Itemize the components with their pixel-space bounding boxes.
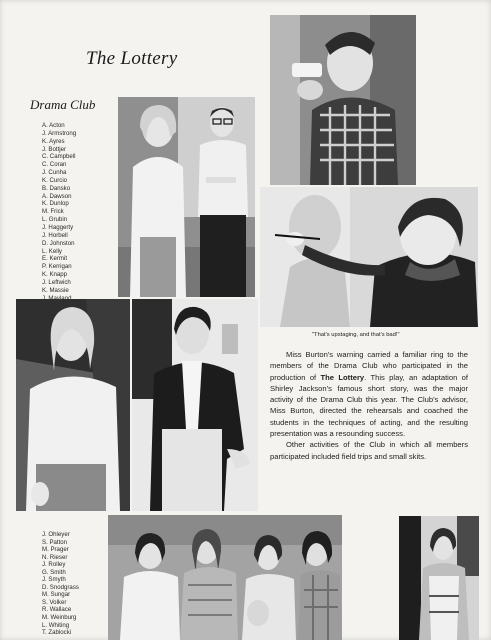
list-item: C. Campbell (42, 153, 76, 161)
photo-club-group (108, 515, 342, 640)
list-item: K. Ayres (42, 137, 65, 145)
list-item: J. Horbell (42, 231, 68, 239)
list-item: M. Weinburg (42, 614, 77, 622)
list-item: T. Zablocki (42, 629, 72, 637)
list-item: E. Kermit (42, 255, 68, 263)
page-title: The Lottery (86, 48, 178, 69)
list-item: G. Smith (42, 568, 66, 576)
photo-boy-plaid-shirt (270, 15, 416, 185)
list-item: J. Leftwich (42, 278, 71, 286)
photo-girl-doorway (399, 516, 479, 640)
list-item: M. Sungar (42, 591, 71, 599)
list-item: M. Frick (42, 208, 64, 216)
list-item: S. Patton (42, 538, 68, 546)
list-item: S. Volker (42, 598, 67, 606)
photo-caption: "That's upstaging, and that's bad!" (312, 332, 400, 338)
list-item: D. Johnston (42, 239, 75, 247)
article-text-span: . This play, an adaptation of Shirley Jackson's famous short story, was the major activity of the Drama Club this year. The Club's advisor, Miss Burton, directed the rehearsals and coached the students in the techniques of acting, and the resulting presentation was a resounding success. (270, 372, 469, 439)
list-item: A. Dawson (42, 192, 72, 200)
list-item: J. Cunha (42, 169, 67, 177)
list-item: J. Ohleyer (42, 531, 70, 538)
list-item: C. Coran (42, 161, 67, 169)
list-item: J. Smyth (42, 576, 66, 584)
photo-girl-white-blouse (16, 299, 130, 511)
club-heading: Drama Club (30, 97, 96, 112)
article-paragraph (270, 349, 468, 439)
list-item: L. Grubin (42, 216, 68, 224)
member-list-bottom (42, 531, 79, 637)
list-item: J. Armstrong (42, 129, 77, 137)
article-paragraph: Other activities of the Club in which all members participated included field trips and small skits. (270, 440, 468, 461)
photo-rehearsal-pair (118, 97, 255, 297)
list-item: N. Rieser (42, 553, 68, 561)
photo-advisor-writing (260, 187, 478, 327)
list-item: L. Whiting (42, 621, 70, 629)
list-item: L. Kelly (42, 247, 62, 255)
photo-boy-dark-jacket (132, 299, 258, 511)
article-text-span: Miss Burton's warning carried a familiar ring to the members of the Drama Club who participated in the production of (270, 350, 468, 382)
play-title: The Lottery (320, 372, 365, 382)
list-item: J. Rolley (42, 561, 66, 569)
list-item: K. Knapp (42, 271, 68, 279)
list-item: K. Dunlop (42, 200, 69, 208)
list-item: K. Massie (42, 286, 69, 294)
list-item: P. Kerrigan (42, 263, 72, 271)
list-item: K. Curcio (42, 176, 68, 184)
list-item: R. Wallace (42, 606, 72, 614)
list-item: A. Acton (42, 122, 65, 129)
list-item: D. Snodgrass (42, 583, 79, 591)
list-item: J. Bottjer (42, 145, 67, 153)
list-item: J. Haggerty (42, 223, 74, 231)
member-list-top (42, 122, 76, 310)
list-item: B. Dansko (42, 184, 71, 192)
article-text (270, 349, 468, 462)
list-item: M. Prager (42, 546, 69, 554)
